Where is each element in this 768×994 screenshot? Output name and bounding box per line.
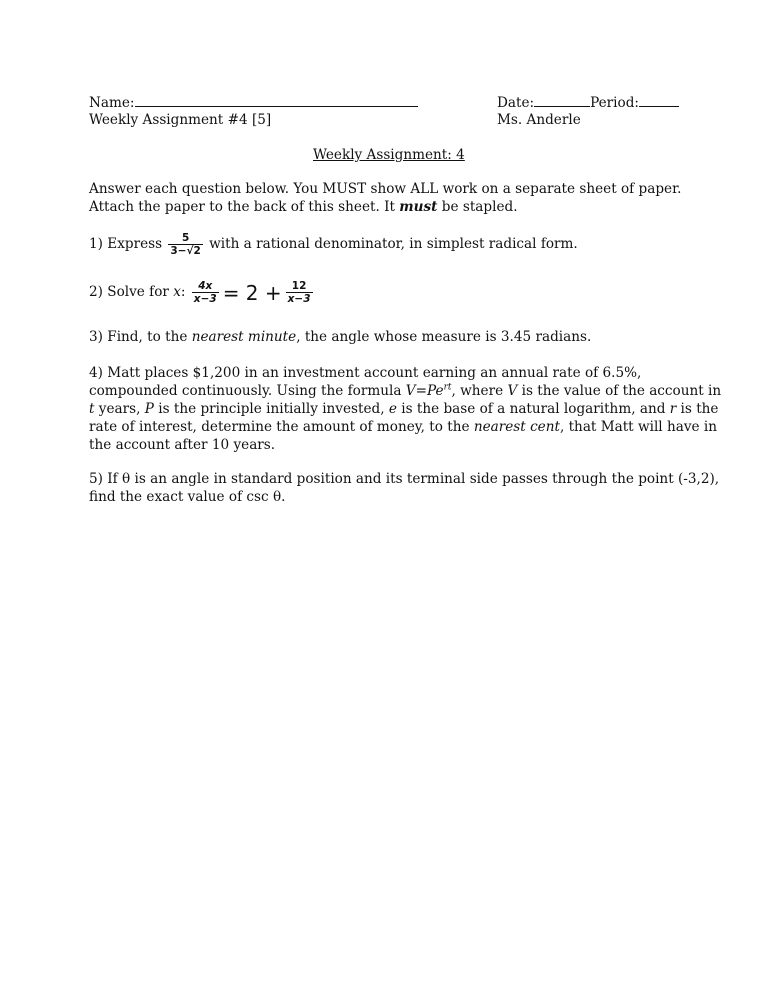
- q1-fraction: [168, 232, 202, 257]
- question-2: [89, 280, 315, 305]
- q4-formula: $V=Pe^{rt}$: [405, 382, 452, 399]
- q2-equals-two-plus: = 2 +: [222, 280, 282, 305]
- q5-line-2: find the exact value of csc θ.: [89, 489, 286, 505]
- period-label: Period:: [590, 95, 639, 111]
- assignment-line: Weekly Assignment #4 [5]: [89, 112, 272, 128]
- q4-line-5: the account after 10 years.: [89, 437, 276, 453]
- question-5: [89, 470, 720, 506]
- q1-numerator: 5: [181, 232, 190, 244]
- q1-denominator: 3−√2: [170, 245, 201, 257]
- teacher-name: Ms. Anderle: [497, 112, 581, 128]
- q2-lhs-fraction: [192, 280, 219, 305]
- name-field: [89, 93, 418, 112]
- question-1: [89, 232, 578, 257]
- q2-lhs-numerator: 4x: [198, 280, 213, 292]
- name-label: Name:: [89, 95, 135, 111]
- q5-line-1: 5) If θ is an angle in standard position and its terminal side passes through the point (-3,2),: [89, 471, 720, 487]
- q1-suffix: with a rational denominator, in simplest radical form.: [209, 236, 578, 252]
- question-4: [89, 364, 722, 454]
- q4-line-2: compounded continuously. Using the formula $V=Pe^{rt}$, where V is the value of the account in: [89, 382, 722, 399]
- q2-rhs-fraction: [286, 280, 313, 305]
- q2-rhs-denominator: x−3: [287, 293, 311, 305]
- q1-prefix: 1) Express: [89, 236, 163, 252]
- q2-lhs-denominator: x−3: [193, 293, 217, 305]
- q2-rhs-numerator: 12: [291, 280, 307, 292]
- instructions-line-2: Attach the paper to the back of this sheet. It must be stapled.: [89, 199, 518, 215]
- instructions: [89, 180, 681, 216]
- date-blank: [534, 93, 590, 107]
- q3-emphasis: nearest minute: [191, 329, 297, 345]
- question-3: 3) Find, to the nearest minute, the angle whose measure is 3.45 radians.: [89, 329, 592, 345]
- page-title: Weekly Assignment: 4: [313, 147, 465, 163]
- q2-variable: x: [173, 284, 181, 300]
- q4-line-3: t years, P is the principle initially invested, e is the base of a natural logarithm, and r is the: [89, 401, 719, 417]
- q4-line-1: 4) Matt places $1,200 in an investment account earning an annual rate of 6.5%,: [89, 365, 642, 381]
- instructions-line-1: Answer each question below. You MUST show ALL work on a separate sheet of paper.: [89, 181, 682, 197]
- period-blank: [639, 93, 679, 107]
- name-blank: [135, 93, 418, 107]
- emphasis-must: must: [399, 199, 438, 215]
- q4-line-4: rate of interest, determine the amount of money, to the nearest cent, that Matt will have in: [89, 419, 717, 435]
- q2-colon: :: [180, 284, 186, 300]
- date-label: Date:: [497, 95, 535, 111]
- date-period-field: [497, 93, 679, 112]
- q2-prefix: 2) Solve for: [89, 284, 174, 300]
